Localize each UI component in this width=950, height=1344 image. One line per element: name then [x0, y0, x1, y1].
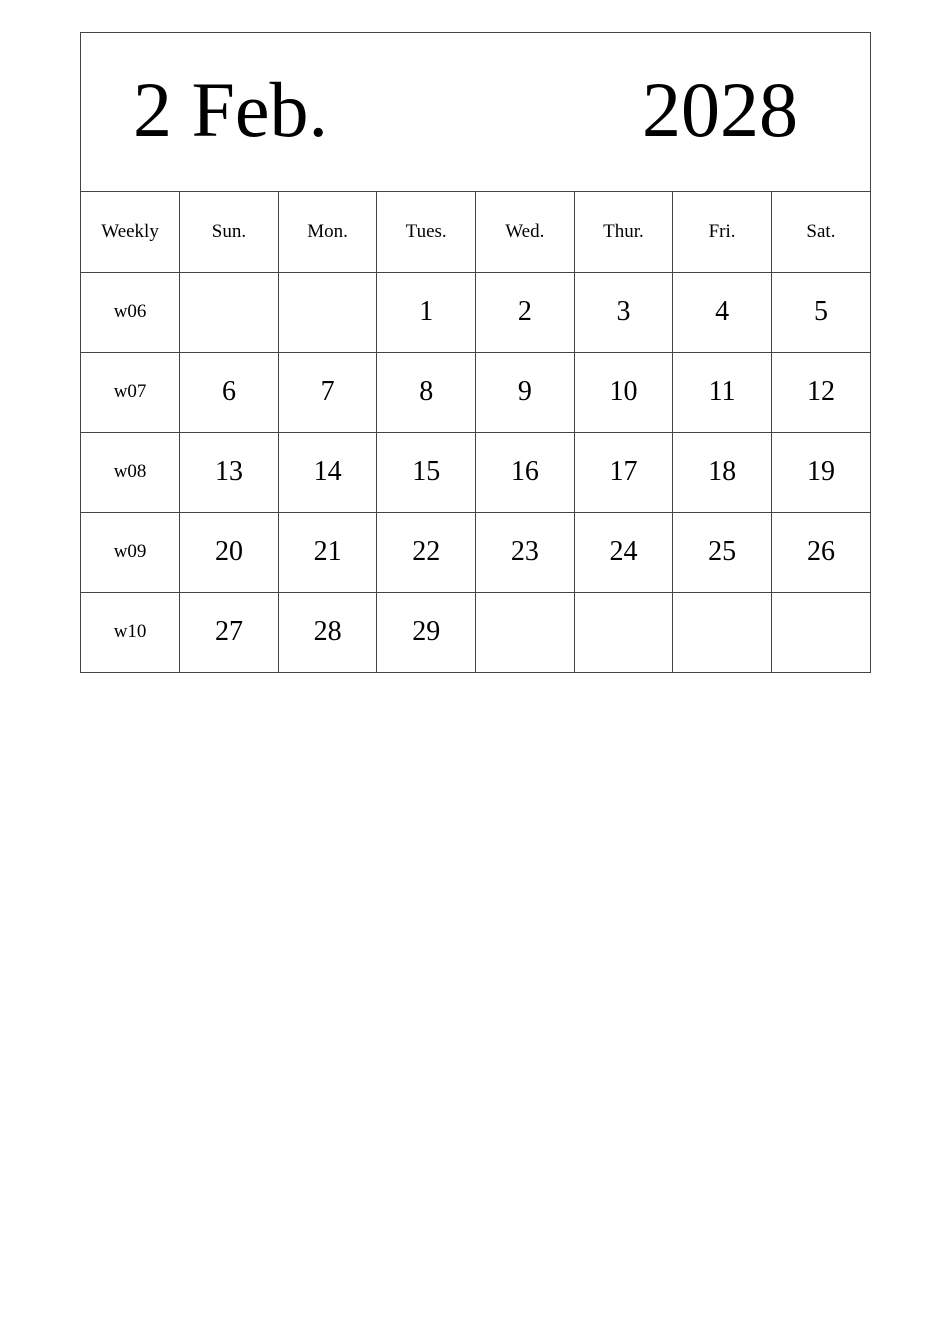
- day-cell: 9: [476, 352, 575, 432]
- day-cell: 19: [771, 432, 870, 512]
- day-cell: 16: [476, 432, 575, 512]
- day-cell: 25: [673, 512, 772, 592]
- day-cell: 1: [377, 272, 476, 352]
- day-cell: 18: [673, 432, 772, 512]
- calendar: [80, 32, 871, 673]
- header-weekly: Weekly: [81, 192, 180, 272]
- day-cell: 13: [180, 432, 279, 512]
- day-cell: 2: [476, 272, 575, 352]
- header-thursday: Thur.: [574, 192, 673, 272]
- header-friday: Fri.: [673, 192, 772, 272]
- day-cell: [574, 592, 673, 672]
- weekday-header-row: [81, 192, 870, 272]
- week-number: w06: [81, 272, 180, 352]
- header-saturday: Sat.: [771, 192, 870, 272]
- day-cell: [180, 272, 279, 352]
- day-cell: 10: [574, 352, 673, 432]
- header-tuesday: Tues.: [377, 192, 476, 272]
- day-cell: 7: [278, 352, 377, 432]
- header-sunday: Sun.: [180, 192, 279, 272]
- day-cell: [771, 592, 870, 672]
- week-row: [81, 352, 870, 432]
- day-cell: 5: [771, 272, 870, 352]
- day-cell: [673, 592, 772, 672]
- day-cell: 11: [673, 352, 772, 432]
- day-cell: 8: [377, 352, 476, 432]
- day-cell: 6: [180, 352, 279, 432]
- day-cell: 29: [377, 592, 476, 672]
- week-number: w09: [81, 512, 180, 592]
- header-wednesday: Wed.: [476, 192, 575, 272]
- calendar-header: [81, 33, 870, 192]
- day-cell: 3: [574, 272, 673, 352]
- day-cell: [476, 592, 575, 672]
- week-row: [81, 432, 870, 512]
- day-cell: 12: [771, 352, 870, 432]
- day-cell: 27: [180, 592, 279, 672]
- week-number: w08: [81, 432, 180, 512]
- month-title: 2 Feb.: [133, 66, 328, 153]
- day-cell: 15: [377, 432, 476, 512]
- day-cell: 28: [278, 592, 377, 672]
- day-cell: 20: [180, 512, 279, 592]
- day-cell: 22: [377, 512, 476, 592]
- day-cell: 21: [278, 512, 377, 592]
- day-cell: [278, 272, 377, 352]
- day-cell: 14: [278, 432, 377, 512]
- year-title: 2028: [642, 66, 798, 153]
- header-monday: Mon.: [278, 192, 377, 272]
- week-number: w07: [81, 352, 180, 432]
- day-cell: 23: [476, 512, 575, 592]
- calendar-grid: [81, 192, 870, 672]
- day-cell: 4: [673, 272, 772, 352]
- week-row: [81, 592, 870, 672]
- week-row: [81, 512, 870, 592]
- day-cell: 17: [574, 432, 673, 512]
- week-number: w10: [81, 592, 180, 672]
- week-row: [81, 272, 870, 352]
- day-cell: 24: [574, 512, 673, 592]
- day-cell: 26: [771, 512, 870, 592]
